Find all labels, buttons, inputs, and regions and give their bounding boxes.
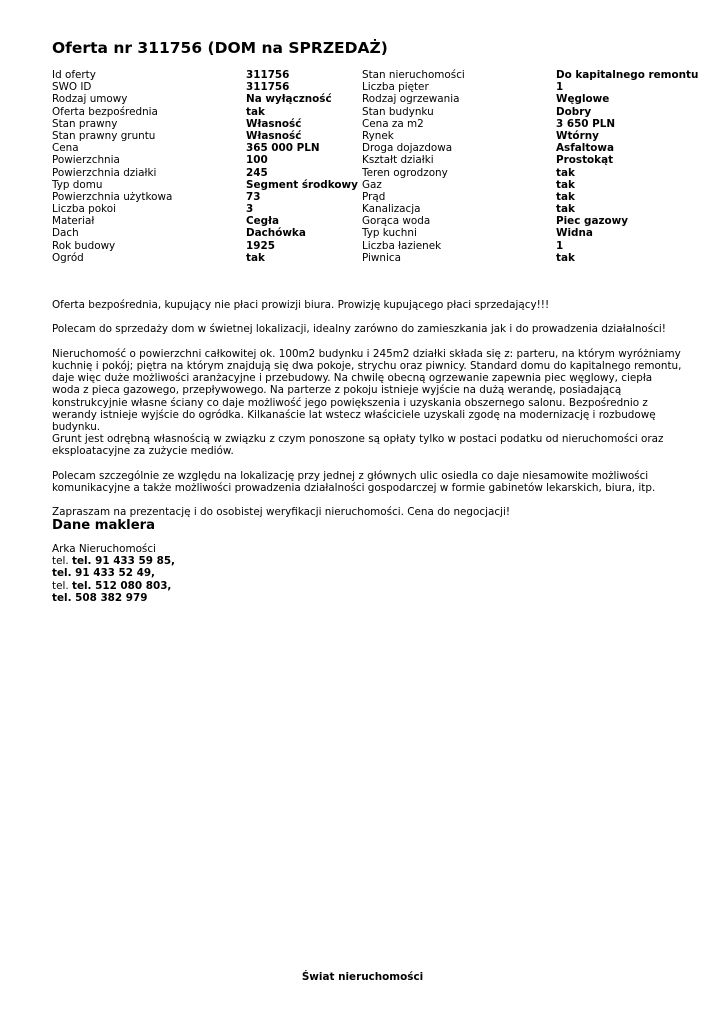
description-paragraph: Oferta bezpośrednia, kupujący nie płaci prowizji biura. Prowizję kupującego płaci sprzedający!!! — [52, 299, 550, 311]
footer-brand: Świat nieruchomości — [301, 971, 424, 983]
property-label: Materiał — [52, 215, 95, 228]
property-value: 311756 — [246, 69, 290, 81]
property-label: Prąd — [362, 190, 386, 203]
property-label: Dach — [52, 227, 79, 240]
property-value: 73 — [246, 190, 261, 203]
description-paragraph: Zapraszam na prezentację i do osobistej weryfikacji nieruchomości. Cena do negocjacji! — [52, 506, 510, 519]
description-text: Grunt jest odrębną własnością w związku z czym ponoszone są opłaty tylko w postaci podatku od nieruchomości oraz eksploatacyjne za zużycie mediów. — [52, 433, 664, 458]
property-label: Powierzchnia — [52, 154, 120, 167]
property-value: Cegła — [246, 215, 279, 228]
property-label: Kanalizacja — [362, 203, 421, 216]
property-label: Typ kuchni — [362, 227, 417, 240]
property-label: Gaz — [362, 178, 382, 191]
property-value: Na wyłączność — [246, 93, 332, 106]
property-value: Asfaltowa — [556, 142, 615, 155]
property-value: tak — [556, 166, 575, 179]
property-label: Gorąca woda — [362, 215, 431, 228]
property-label: Stan nieruchomości — [362, 69, 465, 81]
description-paragraph: Polecam szczególnie ze względu na lokalizację przy jednej z głównych ulic osiedla co daje niesamowite możliwości komunikacyjne a także możliwości prowadzenia działalności gospodarczej w formie gabinetów lekarskich, biura, itp. — [52, 469, 656, 494]
property-label: Oferta bezpośrednia — [52, 105, 158, 118]
description-text: Nieruchomość o powierzchni całkowitej ok. 100m2 budynku i 245m2 działki składa się z: parteru, na którym wyróżniamy kuchnię i pokój; piętra na którym znajdują się dwa pokoje, strychu oraz piwnicy. Standard domu do kapitalnego remontu, daje więc duże możliwości aranżacyjne i przebudowy. Na chwilę obecną ogrzewanie zapewnia piec węglowy, ciepła woda z pieca gazowego, przepływowego. Na parterze z pokoju istnieje wyjście na dużą werandę, posiadającą konstrukcyjnie własne ściany co daje możliwość jego powiększenia i uzyskania obszernego salonu. Bezpośrednio z werandy istnieje wyjście do ogródka. Kilkanaście lat wstecz właściciele uzyskali zgodę na modernizację i rozbudowę budynku. — [52, 347, 682, 433]
property-value: 100 — [246, 154, 268, 167]
broker-info — [52, 543, 175, 604]
phone-number[interactable]: tel. 508 382 979 — [52, 591, 148, 604]
property-label: Piwnica — [362, 251, 401, 264]
property-value: Własność — [246, 129, 302, 142]
property-value: 1 — [556, 239, 564, 252]
property-value: tak — [556, 203, 575, 216]
property-value: Do kapitalnego remontu — [556, 69, 699, 81]
property-value: 365 000 PLN — [246, 142, 320, 155]
property-value: tak — [246, 105, 265, 118]
broker-phone-line — [52, 555, 175, 567]
property-value: tak — [556, 178, 575, 191]
property-label: Liczba łazienek — [362, 239, 442, 252]
property-value: tak — [556, 251, 575, 264]
property-label: Cena za m2 — [362, 117, 424, 130]
property-value: Piec gazowy — [556, 215, 629, 228]
property-label: Powierzchnia działki — [52, 166, 157, 179]
property-value: tak — [556, 190, 575, 203]
property-label: Rok budowy — [52, 239, 116, 252]
property-label: Ogród — [52, 251, 84, 264]
property-label: Rodzaj ogrzewania — [362, 93, 460, 106]
property-value: 245 — [246, 166, 268, 179]
property-label: Liczba pięter — [362, 81, 429, 94]
property-label: Stan budynku — [362, 105, 434, 118]
property-value: Segment środkowy — [246, 178, 358, 191]
phone-number[interactable]: tel. 91 433 52 49, — [52, 567, 156, 580]
property-label: Rodzaj umowy — [52, 93, 128, 106]
property-value: 311756 — [246, 81, 290, 94]
property-label: Stan prawny — [52, 117, 118, 130]
property-label: Teren ogrodzony — [362, 166, 448, 179]
property-value: Węglowe — [556, 93, 610, 106]
phone-prefix: tel. — [52, 579, 69, 592]
property-label: Droga dojazdowa — [362, 142, 453, 155]
offer-description — [52, 299, 682, 531]
property-label: Cena — [52, 142, 79, 155]
broker-heading: Dane maklera — [52, 518, 156, 533]
property-label: Powierzchnia użytkowa — [52, 190, 173, 203]
description-paragraph — [52, 348, 682, 458]
property-value: tak — [246, 251, 265, 264]
property-value: Widna — [556, 227, 593, 240]
property-label: SWO ID — [52, 81, 92, 94]
property-value: Wtórny — [556, 129, 599, 142]
property-value: 3 650 PLN — [556, 117, 616, 130]
phone-number[interactable]: tel. 512 080 803, — [71, 579, 172, 592]
broker-name: Arka Nieruchomości — [52, 543, 156, 555]
phone-number[interactable]: tel. 91 433 59 85, — [71, 555, 175, 568]
property-value: 1 — [556, 81, 564, 94]
property-label: Liczba pokoi — [52, 203, 116, 216]
property-label: Id oferty — [52, 69, 96, 81]
property-value: Dachówka — [246, 227, 306, 240]
property-label: Typ domu — [52, 178, 103, 191]
property-value: 1925 — [246, 239, 275, 252]
phone-prefix: tel. — [52, 555, 69, 568]
property-value: Dobry — [556, 105, 592, 118]
property-value: Własność — [246, 117, 302, 130]
property-label: Kształt działki — [362, 154, 434, 167]
property-value: Prostokąt — [556, 154, 614, 167]
property-label: Stan prawny gruntu — [52, 129, 156, 142]
description-paragraph: Polecam do sprzedaży dom w świetnej lokalizacji, idealny zarówno do zamieszkania jak i do prowadzenia działalności! — [52, 323, 666, 336]
broker-phone-line — [52, 580, 175, 592]
property-label: Rynek — [362, 129, 394, 142]
page-title: Oferta nr 311756 (DOM na SPRZEDAŻ) — [52, 39, 388, 57]
property-value: 3 — [246, 203, 254, 216]
